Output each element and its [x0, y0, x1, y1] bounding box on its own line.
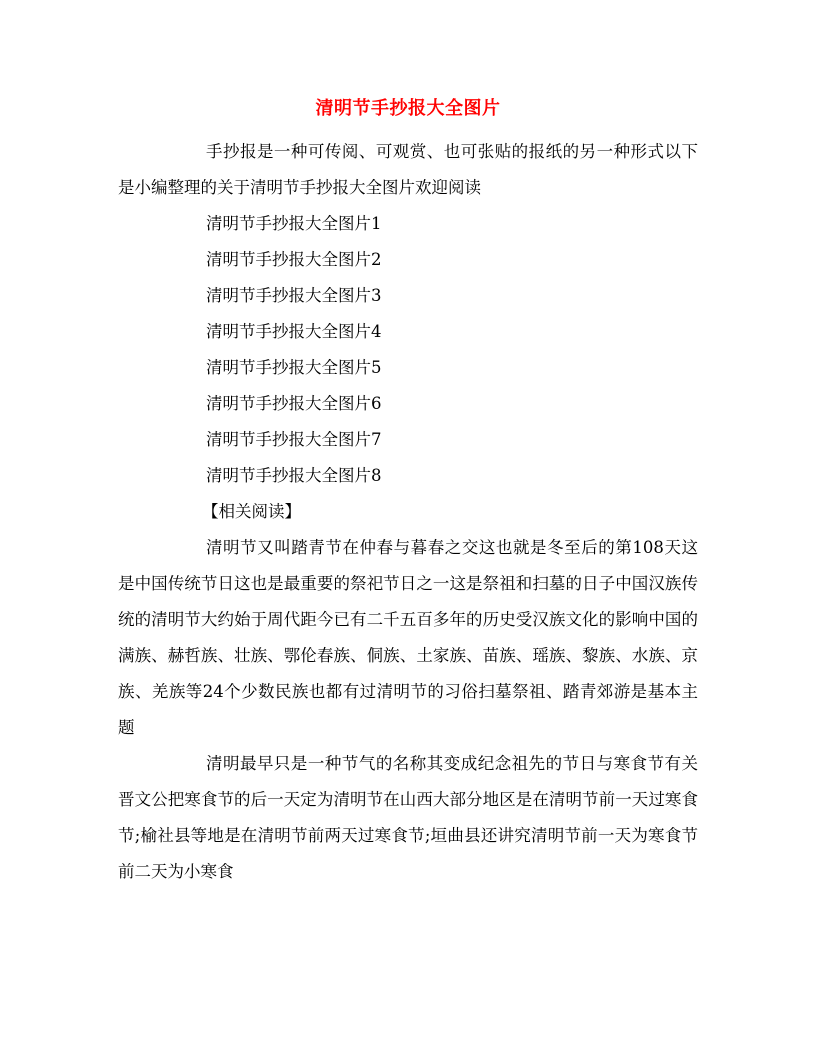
list-item: 清明节手抄报大全图片1 [206, 214, 382, 233]
list-item: 清明节手抄报大全图片5 [206, 358, 382, 377]
body-paragraph: 清明最早只是一种节气的名称其变成纪念祖先的节日与寒食节有关晋文公把寒食节的后一天定为清明节在山西大部分地区是在清明节前一天过寒食节;榆社县等地是在清明节前两天过寒食节;垣曲县还讲究清明节前一天为寒食节前二天为小寒食 [118, 754, 698, 881]
list-item: 清明节手抄报大全图片4 [206, 322, 382, 341]
list-item: 清明节手抄报大全图片6 [206, 394, 382, 413]
list-item: 清明节手抄报大全图片7 [206, 430, 382, 449]
list-item: 清明节手抄报大全图片2 [206, 250, 382, 269]
intro-paragraph: 手抄报是一种可传阅、可观赏、也可张贴的报纸的另一种形式以下是小编整理的关于清明节手抄报大全图片欢迎阅读 [118, 142, 698, 197]
list-item: 清明节手抄报大全图片3 [206, 286, 382, 305]
body-paragraph: 清明节又叫踏青节在仲春与暮春之交这也就是冬至后的第108天这是中国传统节日这也是最重要的祭祀节日之一这是祭祖和扫墓的日子中国汉族传统的清明节大约始于周代距今已有二千五百多年的历史受汉族文化的影响中国的满族、赫哲族、壮族、鄂伦春族、侗族、土家族、苗族、瑶族、黎族、水族、京族、羌族等24个少数民族也都有过清明节的习俗扫墓祭祖、踏青郊游是基本主题 [118, 538, 698, 737]
document-body [118, 134, 698, 890]
list-item: 清明节手抄报大全图片8 [206, 466, 382, 485]
document-title: 清明节手抄报大全图片 [315, 98, 501, 119]
related-reading-heading: 【相关阅读】 [202, 502, 301, 521]
